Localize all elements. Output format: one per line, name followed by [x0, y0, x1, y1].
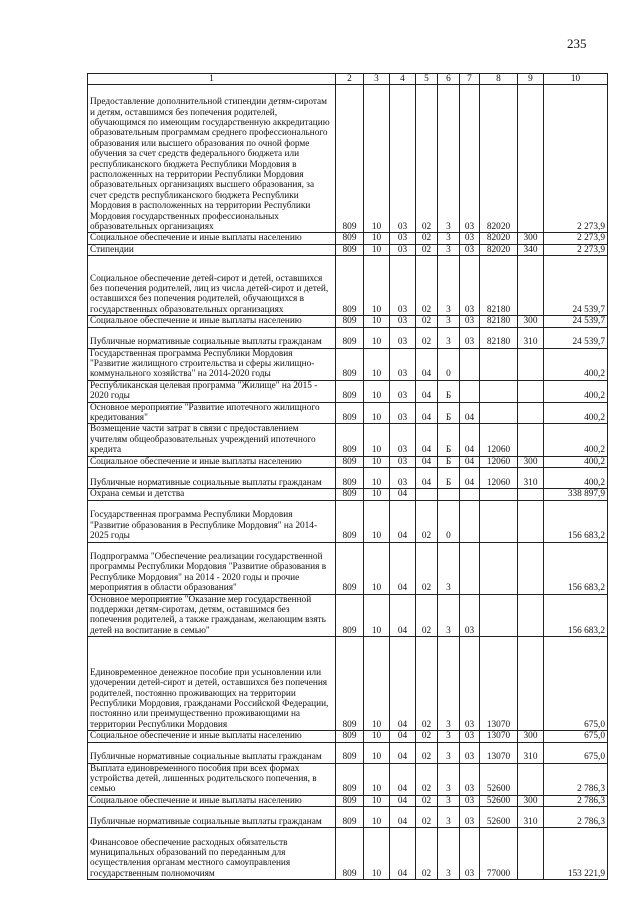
row-value-cell: 04 [390, 763, 416, 795]
row-value-cell [518, 763, 544, 795]
row-value-cell: 3 [438, 594, 460, 637]
row-value-cell: 04 [390, 731, 416, 742]
row-value-cell: 809 [336, 763, 364, 795]
row-name-cell: Публичные нормативные социальные выплаты гражданам [88, 468, 336, 489]
row-value-cell: 13070 [480, 731, 518, 742]
table-row [88, 795, 608, 806]
row-value-cell: Б [438, 402, 460, 424]
row-value-cell: 10 [364, 402, 390, 424]
row-value-cell: 809 [336, 731, 364, 742]
row-name-cell: Социальное обеспечение и иные выплаты населению [88, 795, 336, 806]
header-cell: 1 [88, 74, 336, 85]
row-name-cell: Социальное обеспечение и иные выплаты населению [88, 731, 336, 742]
row-name-cell: Публичные нормативные социальные выплаты гражданам [88, 807, 336, 828]
row-value-cell: 03 [460, 85, 480, 233]
row-value-cell: Б [438, 456, 460, 467]
row-value-cell [460, 542, 480, 594]
row-value-cell: 809 [336, 327, 364, 348]
row-value-cell: 675,0 [544, 637, 608, 731]
row-value-cell: 03 [390, 85, 416, 233]
table-row [88, 731, 608, 742]
row-name-cell: Социальное обеспечение и иные выплаты населению [88, 233, 336, 244]
row-name-cell: Основное мероприятие "Развитие ипотечного жилищного кредитования" [88, 402, 336, 424]
row-value-cell: 156 683,2 [544, 500, 608, 542]
row-value-cell [480, 402, 518, 424]
row-value-cell: 04 [390, 742, 416, 763]
table-row [88, 468, 608, 489]
row-value-cell: 03 [390, 424, 416, 456]
row-value-cell: 809 [336, 500, 364, 542]
row-value-cell: 400,2 [544, 348, 608, 380]
row-value-cell: 02 [416, 807, 438, 828]
row-value-cell: 03 [460, 256, 480, 316]
table-row [88, 316, 608, 327]
row-value-cell: 400,2 [544, 424, 608, 456]
row-value-cell: 310 [518, 327, 544, 348]
row-value-cell: 675,0 [544, 742, 608, 763]
row-value-cell: 03 [460, 637, 480, 731]
row-value-cell: 10 [364, 85, 390, 233]
row-value-cell: 52600 [480, 807, 518, 828]
row-name-cell: Республиканская целевая программа "Жилище" на 2015 - 2020 годы [88, 380, 336, 402]
row-value-cell: 10 [364, 500, 390, 542]
row-value-cell: 300 [518, 795, 544, 806]
row-value-cell: 809 [336, 348, 364, 380]
row-value-cell: 03 [390, 316, 416, 327]
row-value-cell: 13070 [480, 742, 518, 763]
table-row [88, 244, 608, 255]
row-value-cell: 03 [460, 731, 480, 742]
row-value-cell: 03 [460, 742, 480, 763]
table-body [88, 74, 608, 880]
row-value-cell: 153 221,9 [544, 828, 608, 880]
row-value-cell: 3 [438, 327, 460, 348]
row-value-cell [518, 828, 544, 880]
row-value-cell: 03 [460, 233, 480, 244]
row-value-cell: 809 [336, 637, 364, 731]
row-value-cell: 809 [336, 380, 364, 402]
row-value-cell [518, 256, 544, 316]
row-value-cell: 04 [416, 468, 438, 489]
row-value-cell: 10 [364, 468, 390, 489]
row-value-cell: 809 [336, 468, 364, 489]
header-cell: 7 [460, 74, 480, 85]
table-row [88, 594, 608, 637]
row-value-cell: 10 [364, 348, 390, 380]
header-cell: 6 [438, 74, 460, 85]
row-value-cell: 809 [336, 489, 364, 500]
row-value-cell [480, 594, 518, 637]
header-cell: 3 [364, 74, 390, 85]
row-value-cell: 10 [364, 380, 390, 402]
row-value-cell: 12060 [480, 468, 518, 489]
table-row [88, 489, 608, 500]
row-value-cell [518, 637, 544, 731]
row-value-cell: 10 [364, 424, 390, 456]
row-value-cell: 03 [460, 795, 480, 806]
row-value-cell: 02 [416, 256, 438, 316]
row-value-cell: 3 [438, 85, 460, 233]
row-value-cell: 10 [364, 244, 390, 255]
table-header-row [88, 74, 608, 85]
row-value-cell: 300 [518, 233, 544, 244]
row-value-cell: 13070 [480, 637, 518, 731]
row-value-cell: 300 [518, 316, 544, 327]
row-value-cell: 2 786,3 [544, 763, 608, 795]
row-value-cell [480, 542, 518, 594]
row-value-cell: Б [438, 380, 460, 402]
row-value-cell: 809 [336, 233, 364, 244]
row-value-cell: 10 [364, 828, 390, 880]
table-row [88, 807, 608, 828]
table-row [88, 327, 608, 348]
row-value-cell [518, 85, 544, 233]
row-value-cell: 10 [364, 731, 390, 742]
row-value-cell: 2 273,9 [544, 244, 608, 255]
row-value-cell: 03 [460, 763, 480, 795]
table-row [88, 256, 608, 316]
row-value-cell: 0 [438, 348, 460, 380]
row-value-cell: 300 [518, 456, 544, 467]
row-value-cell [518, 594, 544, 637]
row-value-cell: 10 [364, 542, 390, 594]
row-value-cell: 02 [416, 542, 438, 594]
row-name-cell: Социальное обеспечение детей-сирот и детей, оставшихся без попечения родителей, лиц из числа детей-сирот и детей, оставшихся без попечения родителей, обучающихся в государственных образовательных организациях [88, 256, 336, 316]
row-value-cell: 03 [390, 456, 416, 467]
row-value-cell: 400,2 [544, 402, 608, 424]
row-value-cell [518, 348, 544, 380]
row-value-cell: 10 [364, 637, 390, 731]
row-value-cell [518, 380, 544, 402]
row-value-cell: 02 [416, 327, 438, 348]
row-value-cell: 03 [390, 327, 416, 348]
row-value-cell: 10 [364, 763, 390, 795]
row-value-cell: 03 [390, 402, 416, 424]
row-value-cell: 3 [438, 742, 460, 763]
header-cell: 10 [544, 74, 608, 85]
row-name-cell: Государственная программа Республики Мордовия "Развитие жилищного строительства и сферы жилищно-коммунального хозяйства" на 2014-2020 годы [88, 348, 336, 380]
row-value-cell: 24 539,7 [544, 256, 608, 316]
table-row [88, 380, 608, 402]
row-value-cell: 2 786,3 [544, 795, 608, 806]
row-value-cell: 03 [460, 316, 480, 327]
row-value-cell: 04 [416, 424, 438, 456]
row-value-cell: 52600 [480, 763, 518, 795]
row-value-cell: 3 [438, 795, 460, 806]
row-value-cell: 24 539,7 [544, 316, 608, 327]
row-value-cell: 03 [390, 233, 416, 244]
row-value-cell: 3 [438, 637, 460, 731]
row-value-cell: 02 [416, 316, 438, 327]
table-row [88, 542, 608, 594]
table-row [88, 402, 608, 424]
row-value-cell: 77000 [480, 828, 518, 880]
row-name-cell: Государственная программа Республики Мордовия "Развитие образования в Республике Мордовия" на 2014-2025 годы [88, 500, 336, 542]
row-value-cell: 3 [438, 828, 460, 880]
row-value-cell: 82020 [480, 233, 518, 244]
row-value-cell [518, 424, 544, 456]
row-value-cell: 400,2 [544, 468, 608, 489]
row-value-cell: 04 [390, 594, 416, 637]
row-value-cell: 82180 [480, 327, 518, 348]
row-value-cell: 04 [390, 807, 416, 828]
row-value-cell: 809 [336, 807, 364, 828]
row-value-cell: 809 [336, 795, 364, 806]
row-value-cell [480, 380, 518, 402]
row-value-cell: 02 [416, 795, 438, 806]
page-number: 235 [567, 36, 587, 51]
row-value-cell [518, 500, 544, 542]
row-value-cell: 04 [460, 468, 480, 489]
header-cell: 9 [518, 74, 544, 85]
row-value-cell: 02 [416, 731, 438, 742]
row-value-cell: 02 [416, 244, 438, 255]
row-value-cell: 310 [518, 807, 544, 828]
row-value-cell: 82020 [480, 244, 518, 255]
row-name-cell: Стипендии [88, 244, 336, 255]
row-value-cell: 156 683,2 [544, 594, 608, 637]
row-value-cell: 809 [336, 85, 364, 233]
row-value-cell: 809 [336, 742, 364, 763]
row-value-cell: 156 683,2 [544, 542, 608, 594]
table-row [88, 456, 608, 467]
row-name-cell: Публичные нормативные социальные выплаты гражданам [88, 327, 336, 348]
row-value-cell: 809 [336, 594, 364, 637]
row-value-cell: 82180 [480, 256, 518, 316]
row-value-cell [460, 489, 480, 500]
row-value-cell [460, 348, 480, 380]
row-value-cell: 3 [438, 807, 460, 828]
row-value-cell: 3 [438, 316, 460, 327]
row-value-cell [518, 542, 544, 594]
row-value-cell: 10 [364, 316, 390, 327]
row-value-cell: 10 [364, 456, 390, 467]
header-cell: 2 [336, 74, 364, 85]
row-name-cell: Публичные нормативные социальные выплаты гражданам [88, 742, 336, 763]
row-name-cell: Социальное обеспечение и иные выплаты населению [88, 316, 336, 327]
row-value-cell [518, 402, 544, 424]
row-value-cell: 338 897,9 [544, 489, 608, 500]
table-row [88, 637, 608, 731]
row-value-cell: 03 [390, 244, 416, 255]
row-value-cell: Б [438, 424, 460, 456]
row-value-cell: 02 [416, 233, 438, 244]
row-value-cell: 04 [416, 380, 438, 402]
header-cell: 4 [390, 74, 416, 85]
row-value-cell: 03 [460, 828, 480, 880]
table-row [88, 828, 608, 880]
table-row [88, 233, 608, 244]
row-name-cell: Единовременное денежное пособие при усыновлении или удочерении детей-сирот и детей, оставшихся без попечения родителей, постоянно проживающих на территории Республики Мордовия, гражданами Российской Федерации, постоянно или преимущественно проживающими на территории Республики Мордовия [88, 637, 336, 731]
row-value-cell: 340 [518, 244, 544, 255]
table-row [88, 348, 608, 380]
row-value-cell: 400,2 [544, 456, 608, 467]
row-value-cell [416, 489, 438, 500]
row-value-cell [438, 489, 460, 500]
row-name-cell: Возмещение части затрат в связи с предоставлением учителям общеобразовательных учреждений ипотечного кредита [88, 424, 336, 456]
row-value-cell: 03 [460, 244, 480, 255]
table-row [88, 424, 608, 456]
row-value-cell: 04 [390, 795, 416, 806]
row-value-cell: 310 [518, 468, 544, 489]
row-value-cell: 03 [390, 256, 416, 316]
row-value-cell: 04 [416, 348, 438, 380]
row-value-cell: 52600 [480, 795, 518, 806]
row-value-cell: 03 [390, 380, 416, 402]
row-value-cell: 04 [390, 500, 416, 542]
row-value-cell: 809 [336, 316, 364, 327]
row-value-cell: 3 [438, 731, 460, 742]
budget-table [87, 73, 608, 880]
row-value-cell: 3 [438, 763, 460, 795]
row-name-cell: Основное мероприятие "Оказание мер государственной поддержки детям-сиротам, детям, оставшимся без попечения родителей, а также гражданам, желающим взять детей на воспитание в семью" [88, 594, 336, 637]
row-value-cell: 02 [416, 594, 438, 637]
table-row [88, 763, 608, 795]
row-value-cell: 04 [460, 456, 480, 467]
row-value-cell: 809 [336, 542, 364, 594]
row-value-cell: 04 [390, 542, 416, 594]
row-value-cell: 3 [438, 542, 460, 594]
row-value-cell: 02 [416, 500, 438, 542]
row-value-cell: 0 [438, 500, 460, 542]
row-value-cell: 809 [336, 424, 364, 456]
row-value-cell: 02 [416, 85, 438, 233]
row-value-cell: 04 [390, 489, 416, 500]
row-name-cell: Выплата единовременного пособия при всех формах устройства детей, лишенных родительского попечения, в семью [88, 763, 336, 795]
row-value-cell: 03 [460, 594, 480, 637]
row-value-cell: 02 [416, 763, 438, 795]
row-value-cell: 02 [416, 828, 438, 880]
row-name-cell: Предоставление дополнительной стипендии детям-сиротам и детям, оставшимся без попечения родителей, обучающимся по имеющим государственную аккредитацию образовательным программам среднего профессионального образования или высшего образования по очной форме обучения за счет средств федерального бюджета или республиканского бюджета Республики Мордовия в расположенных на территории Республики Мордовия образовательных организациях высшего образования, за счет средств республиканского бюджета Республики Мордовия в расположенных на территории Республики Мордовия государственных профессиональных образовательных организациях [88, 85, 336, 233]
row-value-cell: 03 [390, 348, 416, 380]
row-value-cell [460, 500, 480, 542]
row-value-cell: 3 [438, 256, 460, 316]
row-value-cell [480, 500, 518, 542]
row-value-cell: 809 [336, 402, 364, 424]
row-value-cell: 02 [416, 637, 438, 731]
row-value-cell: 10 [364, 489, 390, 500]
row-value-cell: 300 [518, 731, 544, 742]
row-value-cell [480, 348, 518, 380]
row-value-cell: 3 [438, 233, 460, 244]
row-value-cell: 04 [460, 424, 480, 456]
table-row [88, 85, 608, 233]
row-value-cell: 2 786,3 [544, 807, 608, 828]
row-name-cell: Подпрограмма "Обеспечение реализации государственной программы Республики Мордовия "Развитие образования в Республике Мордовия" на 2014 - 2020 годы и прочие мероприятия в области образования" [88, 542, 336, 594]
row-name-cell: Охрана семьи и детства [88, 489, 336, 500]
row-value-cell: 04 [390, 828, 416, 880]
row-value-cell: 82180 [480, 316, 518, 327]
row-value-cell: 04 [460, 402, 480, 424]
row-value-cell: 310 [518, 742, 544, 763]
row-value-cell: 03 [460, 327, 480, 348]
row-value-cell: 10 [364, 256, 390, 316]
row-value-cell: 675,0 [544, 731, 608, 742]
row-value-cell: 10 [364, 742, 390, 763]
row-value-cell: Б [438, 468, 460, 489]
table-row [88, 500, 608, 542]
row-value-cell: 3 [438, 244, 460, 255]
row-value-cell: 03 [460, 807, 480, 828]
header-cell: 5 [416, 74, 438, 85]
row-value-cell: 400,2 [544, 380, 608, 402]
row-value-cell: 03 [390, 468, 416, 489]
row-value-cell: 809 [336, 244, 364, 255]
header-cell: 8 [480, 74, 518, 85]
table-row [88, 742, 608, 763]
row-value-cell: 12060 [480, 424, 518, 456]
row-value-cell: 809 [336, 828, 364, 880]
row-value-cell: 809 [336, 456, 364, 467]
row-value-cell: 04 [416, 456, 438, 467]
row-value-cell [518, 489, 544, 500]
row-value-cell: 10 [364, 594, 390, 637]
row-value-cell: 04 [416, 402, 438, 424]
row-name-cell: Финансовое обеспечение расходных обязательств муниципальных образований по переданным для осуществления органам местного самоуправления государственным полномочиям [88, 828, 336, 880]
row-name-cell: Социальное обеспечение и иные выплаты населению [88, 456, 336, 467]
row-value-cell: 12060 [480, 456, 518, 467]
row-value-cell: 82020 [480, 85, 518, 233]
row-value-cell: 10 [364, 233, 390, 244]
row-value-cell [480, 489, 518, 500]
row-value-cell [460, 380, 480, 402]
row-value-cell: 10 [364, 807, 390, 828]
row-value-cell: 02 [416, 742, 438, 763]
row-value-cell: 24 539,7 [544, 327, 608, 348]
row-value-cell: 10 [364, 795, 390, 806]
row-value-cell: 10 [364, 327, 390, 348]
row-value-cell: 2 273,9 [544, 233, 608, 244]
row-value-cell: 2 273,9 [544, 85, 608, 233]
row-value-cell: 809 [336, 256, 364, 316]
row-value-cell: 04 [390, 637, 416, 731]
